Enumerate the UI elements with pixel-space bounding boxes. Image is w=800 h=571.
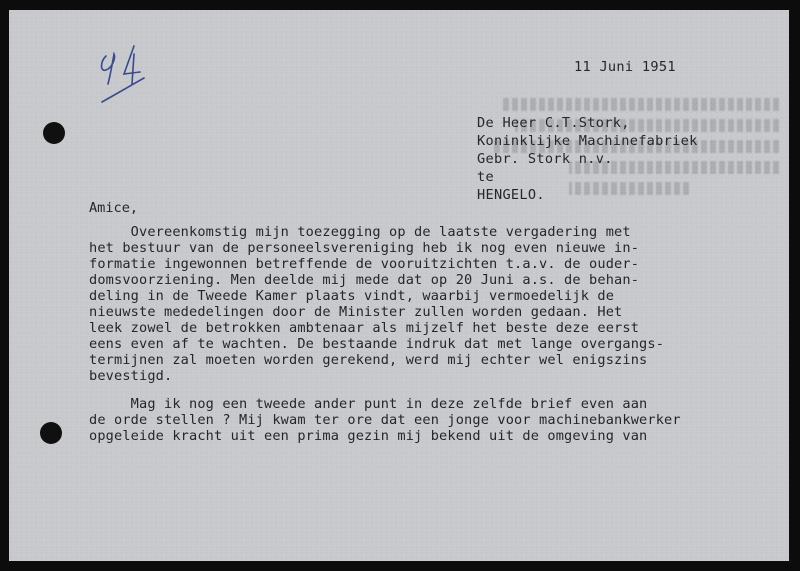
paragraph-2: [89, 396, 779, 444]
letter-date: 11 Juni 1951: [574, 59, 676, 75]
text-line: termijnen zal moeten worden gerekend, werd mij echter wel enigszins: [89, 352, 648, 368]
text-line: leek zowel de betrokken ambtenaar als mijzelf het beste deze eerst: [89, 320, 640, 336]
text-line: eens even af te wachten. De bestaande indruk dat met lange overgangs-: [89, 336, 665, 352]
text-line: formatie ingewonnen betreffende de vooruitzichten t.a.v. de ouder-: [89, 256, 640, 272]
punch-hole-top: [43, 122, 65, 144]
text-line: opgeleide kracht uit een prima gezin mij bekend uit de omgeving van: [89, 428, 648, 444]
punch-hole-bottom: [40, 422, 62, 444]
address-line: Koninklijke Machinefabriek: [477, 133, 698, 149]
text-line: nieuwste mededelingen door de Minister zullen worden gedaan. Het: [89, 304, 623, 320]
text-line: domsvoorziening. Men deelde mij mede dat op 20 Juni a.s. de behan-: [89, 272, 640, 288]
address-line: De Heer C.T.Stork,: [477, 115, 630, 131]
recipient-address: [477, 114, 698, 204]
paragraph-1: [89, 224, 779, 384]
text-line: het bestuur van de personeelsvereniging heb ik nog even nieuwe in-: [89, 240, 640, 256]
handwritten-archive-mark: [96, 40, 160, 110]
letter-page: [9, 10, 789, 561]
address-line: te: [477, 169, 494, 185]
text-line: de orde stellen ? Mij kwam ter ore dat een jonge voor machinebankwerker: [89, 412, 681, 428]
salutation: Amice,: [89, 200, 139, 216]
text-line: Mag ik nog een tweede ander punt in deze zelfde brief even aan: [89, 396, 648, 412]
text-line: bevestigd.: [89, 368, 173, 384]
address-line: Gebr. Stork n.v.: [477, 151, 613, 167]
text-line: deling in de Tweede Kamer plaats vindt, waarbij vermoedelijk de: [89, 288, 615, 304]
text-line: Overeenkomstig mijn toezegging op de laatste vergadering met: [89, 224, 631, 240]
address-line: HENGELO.: [477, 187, 545, 203]
paragraph-gap: [89, 384, 779, 396]
letter-body: [89, 224, 779, 444]
